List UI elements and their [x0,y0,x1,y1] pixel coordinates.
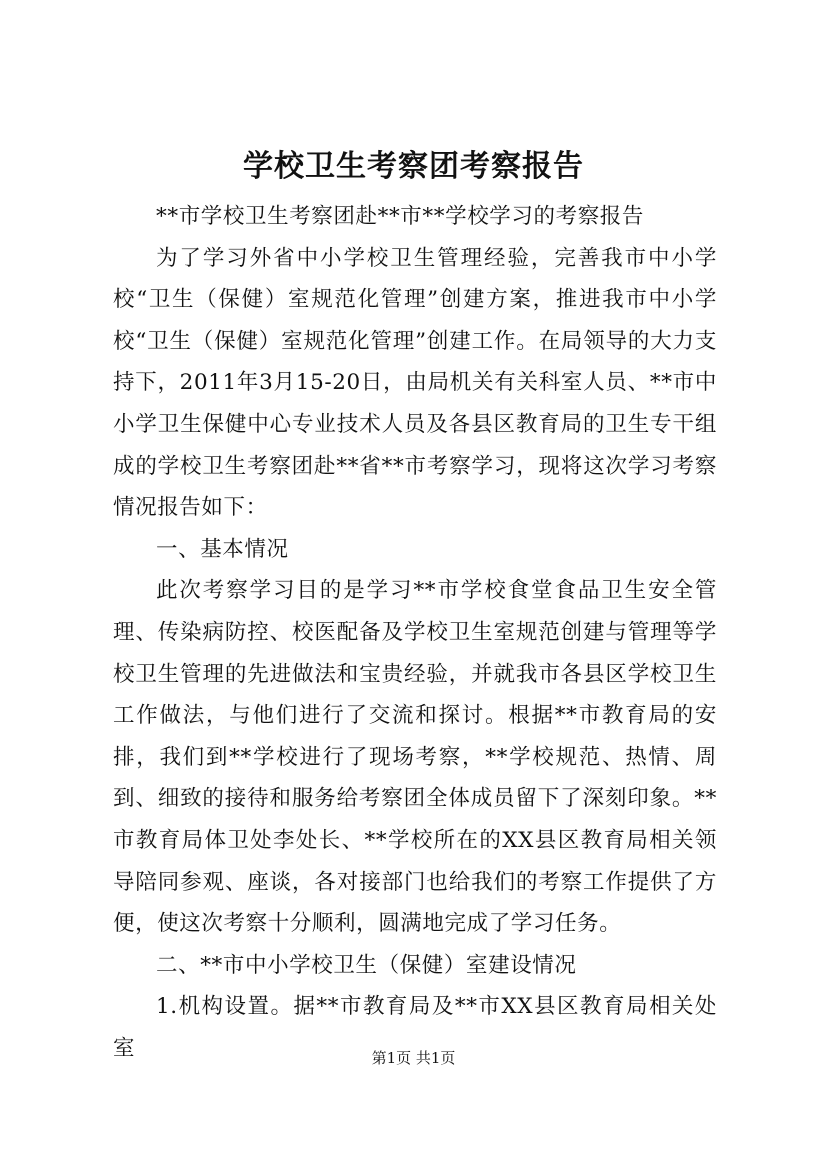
basic-situation-paragraph: 此次考察学习目的是学习**市学校食堂食品卫生安全管理、传染病防控、校医配备及学校卫生室规范创建与管理等学校卫生管理的先进做法和宝贵经验，并就我市各县区学校卫生工作做法，与他们进行了交流和探讨。根据**市教育局的安排，我们到**学校进行了现场考察，**学校规范、热情、周到、细致的接待和服务给考察团全体成员留下了深刻印象。**市教育局体卫处李处长、**学校所在的XX县区教育局相关领导陪同参观、座谈，各对接部门也给我们的考察工作提供了方便，使这次考察十分顺利，圆满地完成了学习任务。 [113,578,717,937]
section-heading-construction: 二、**市中小学校卫生（保健）室建设情况 [156,952,577,978]
section-heading-basic: 一、基本情况 [156,536,289,562]
organization-paragraph: 1.机构设置。据**市教育局及**市XX县区教育局相关处室 [113,994,717,1061]
page-number-footer: 第1页 共1页 [371,1049,456,1067]
intro-paragraph: 为了学习外省中小学校卫生管理经验，完善我市中小学校“卫生（保健）室规范化管理”创建方案，推进我市中小学校“卫生（保健）室规范化管理”创建工作。在局领导的大力支持下，2011年3月15-20日，由局机关有关科室人员、**市中小学卫生保健中心专业技术人员及各县区教育局的卫生专干组成的学校卫生考察团赴**省**市考察学习，现将这次学习考察情况报告如下： [113,245,717,521]
document-title: 学校卫生考察团考察报告 [243,149,584,184]
subtitle-paragraph: **市学校卫生考察团赴**市**学校学习的考察报告 [156,204,645,229]
document-body [113,196,717,1069]
